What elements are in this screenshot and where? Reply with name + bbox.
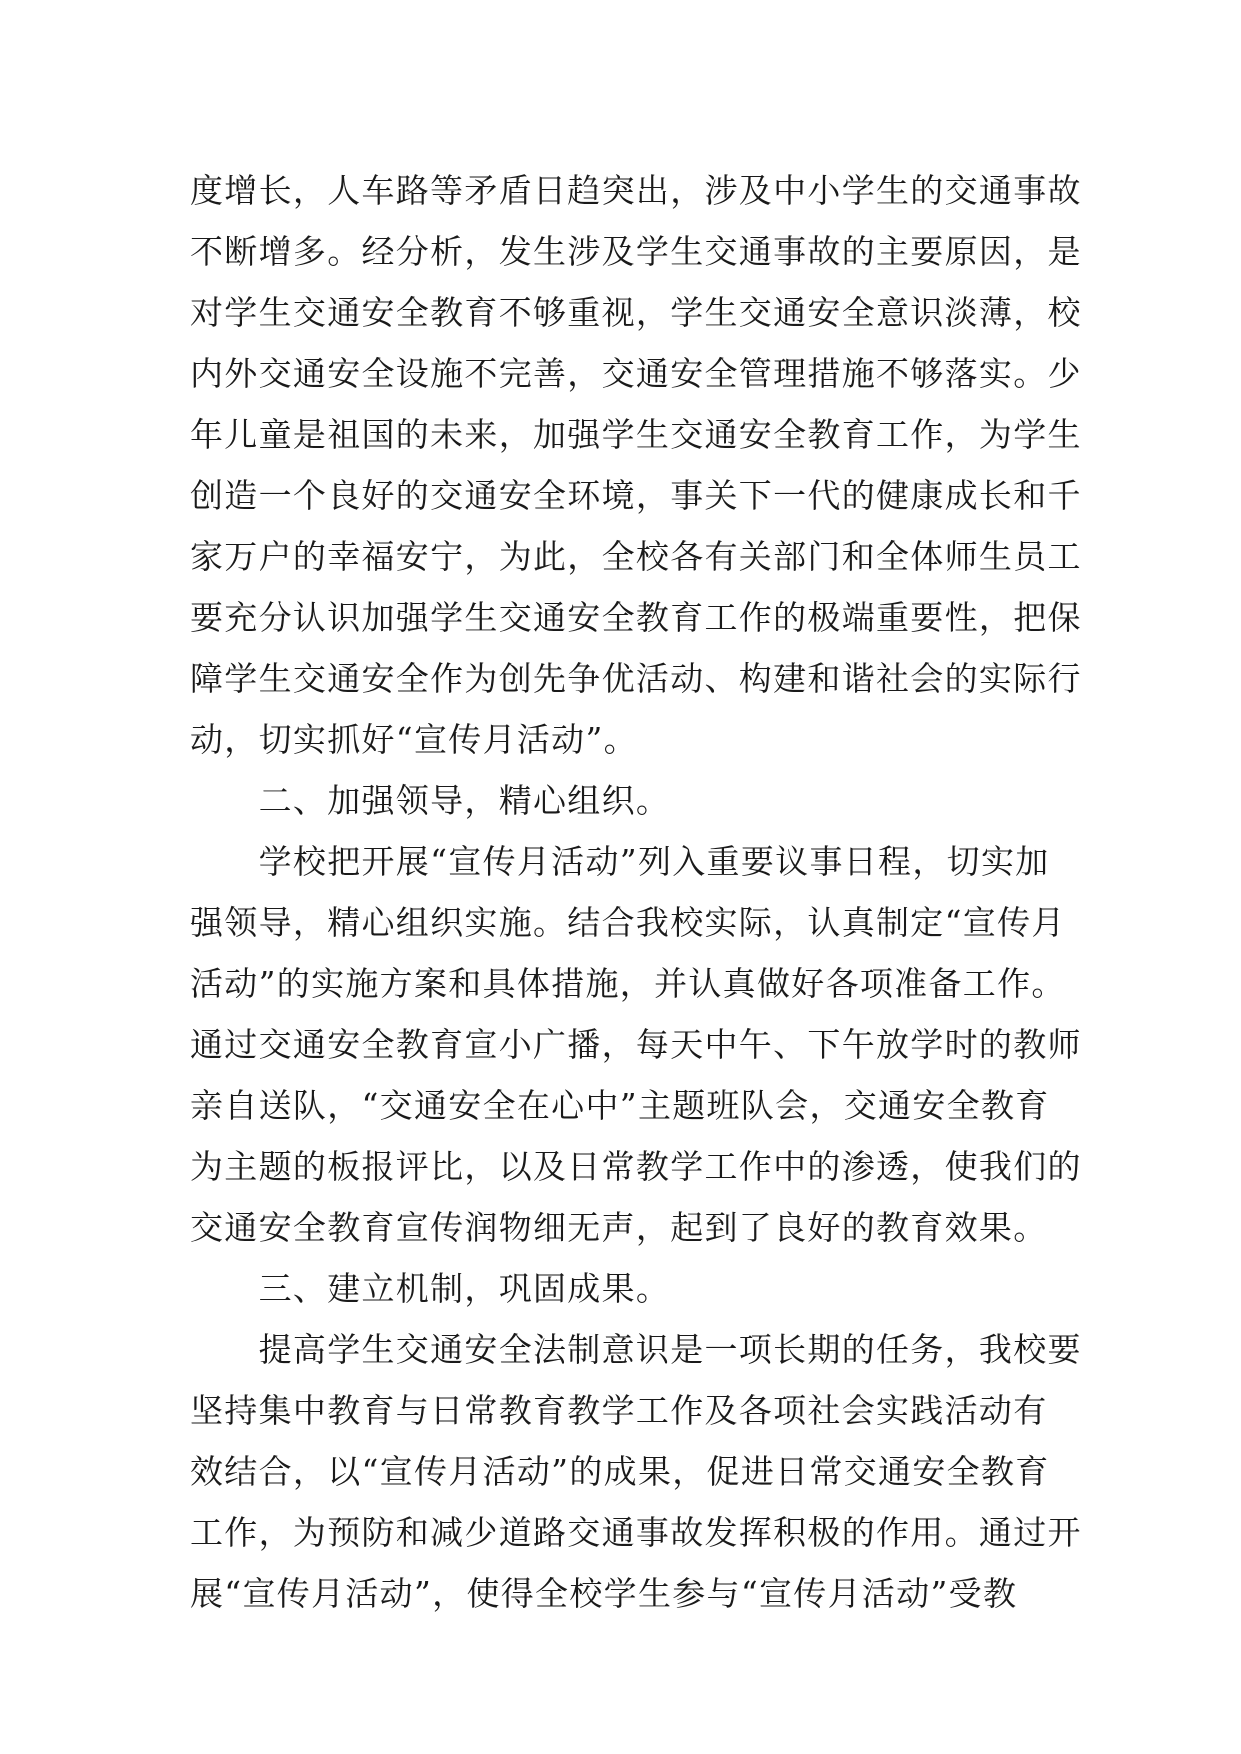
text-line: 障学生交通安全作为创先争优活动、构建和谐社会的实际行 [190,659,1082,698]
text-line: 坚持集中教育与日常教育教学工作及各项社会实践活动有 [190,1391,1048,1430]
section-heading-3: 三、建立机制，巩固成果。 [190,1269,671,1308]
text-line: 为主题的板报评比，以及日常教学工作中的渗透，使我们的 [190,1147,1082,1186]
text-line: 通过交通安全教育宣小广播，每天中午、下午放学时的教师 [190,1025,1082,1064]
text-line: 提高学生交通安全法制意识是一项长期的任务，我校要 [190,1330,1082,1369]
text-line: 对学生交通安全教育不够重视，学生交通安全意识淡薄，校 [190,293,1082,332]
text-line: 家万户的幸福安宁，为此，全校各有关部门和全体师生员工 [190,537,1082,576]
text-line: 亲自送队，“交通安全在心中”主题班队会，交通安全教育 [190,1086,1050,1125]
text-line: 交通安全教育宣传润物细无声，起到了良好的教育效果。 [190,1208,1048,1247]
text-line: 学校把开展“宣传月活动”列入重要议事日程，切实加 [190,842,1050,881]
text-line: 工作，为预防和减少道路交通事故发挥积极的作用。通过开 [190,1513,1082,1552]
text-line: 展“宣传月活动”，使得全校学生参与“宣传月活动”受教 [190,1574,1018,1613]
text-line: 动，切实抓好“宣传月活动”。 [190,720,638,759]
text-line: 要充分认识加强学生交通安全教育工作的极端重要性，把保 [190,598,1082,637]
text-line: 内外交通安全设施不完善，交通安全管理措施不够落实。少 [190,354,1082,393]
text-line: 活动”的实施方案和具体措施，并认真做好各项准备工作。 [190,964,1066,1003]
text-line: 不断增多。经分析，发生涉及学生交通事故的主要原因，是 [190,232,1082,271]
text-line: 创造一个良好的交通安全环境，事关下一代的健康成长和千 [190,476,1082,515]
text-line: 度增长，人车路等矛盾日趋突出，涉及中小学生的交通事故 [190,171,1082,210]
text-line: 年儿童是祖国的未来，加强学生交通安全教育工作，为学生 [190,415,1082,454]
body-text [190,160,1082,1624]
section-heading-2: 二、加强领导，精心组织。 [190,781,671,820]
text-line: 效结合，以“宣传月活动”的成果，促进日常交通安全教育 [190,1452,1050,1491]
text-line: 强领导，精心组织实施。结合我校实际，认真制定“宣传月 [190,903,1066,942]
